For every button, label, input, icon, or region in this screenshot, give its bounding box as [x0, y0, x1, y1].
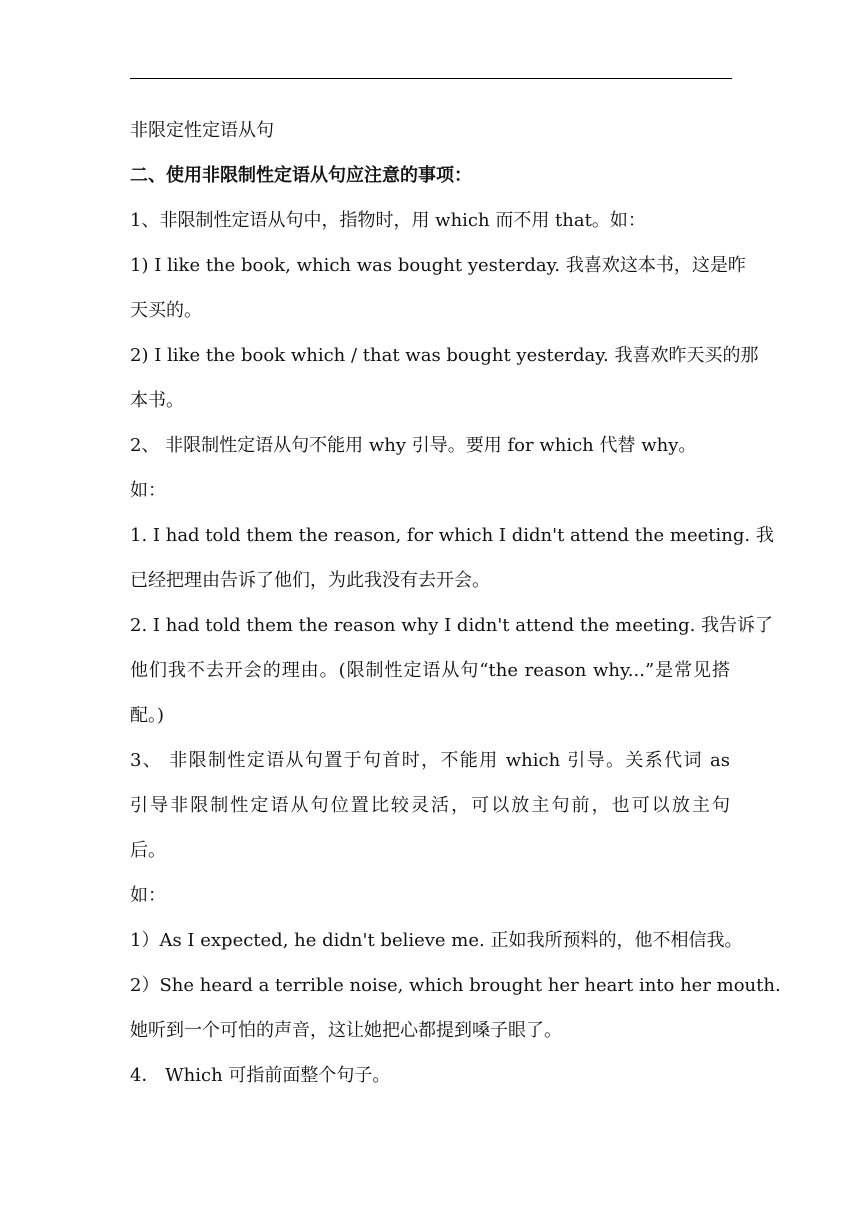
example-line: 她听到一个可怕的声音，这让她把心都提到嗓子眼了。 — [130, 1020, 562, 1041]
paragraph-line: 后。 — [130, 840, 166, 861]
header-rule — [130, 78, 732, 79]
example-line: 本书。 — [130, 390, 184, 411]
example-line: 2) I like the book which / that was bought yesterday. 我喜欢昨天买的那 — [130, 345, 759, 366]
example-line: 1) I like the book, which was bought yesterday. 我喜欢这本书，这是昨 — [130, 255, 746, 276]
paragraph-line: 如： — [130, 885, 166, 906]
document-title: 非限定性定语从句 — [130, 120, 274, 141]
example-line: 1. I had told them the reason, for which I didn't attend the meeting. 我 — [130, 525, 774, 546]
paragraph-line: 1、非限制性定语从句中，指物时，用 which 而不用 that。如： — [130, 210, 646, 231]
example-line: 1）As I expected, he didn't believe me. 正如我所预料的，他不相信我。 — [130, 930, 743, 951]
paragraph-line: 4． Which 可指前面整个句子。 — [130, 1065, 391, 1086]
example-line: 2）She heard a terrible noise, which brought her heart into her mouth. — [130, 975, 781, 996]
example-line: 配。) — [130, 705, 165, 726]
example-line: 已经把理由告诉了他们，为此我没有去开会。 — [130, 570, 490, 591]
paragraph-line: 如： — [130, 480, 166, 501]
example-line: 2. I had told them the reason why I didn't attend the meeting. 我告诉了 — [130, 615, 774, 636]
paragraph-line: 引导非限制性定语从句位置比较灵活，可以放主句前，也可以放主句 — [130, 795, 730, 816]
paragraph-line: 2、 非限制性定语从句不能用 why 引导。要用 for which 代替 why。 — [130, 435, 697, 456]
example-line: 他们我不去开会的理由。(限制性定语从句“the reason why...”是常见搭 — [130, 660, 730, 681]
section-heading: 二、使用非限制性定语从句应注意的事项： — [130, 165, 472, 186]
paragraph-line: 3、 非限制性定语从句置于句首时，不能用 which 引导。关系代词 as — [130, 750, 730, 771]
example-line: 天买的。 — [130, 300, 202, 321]
